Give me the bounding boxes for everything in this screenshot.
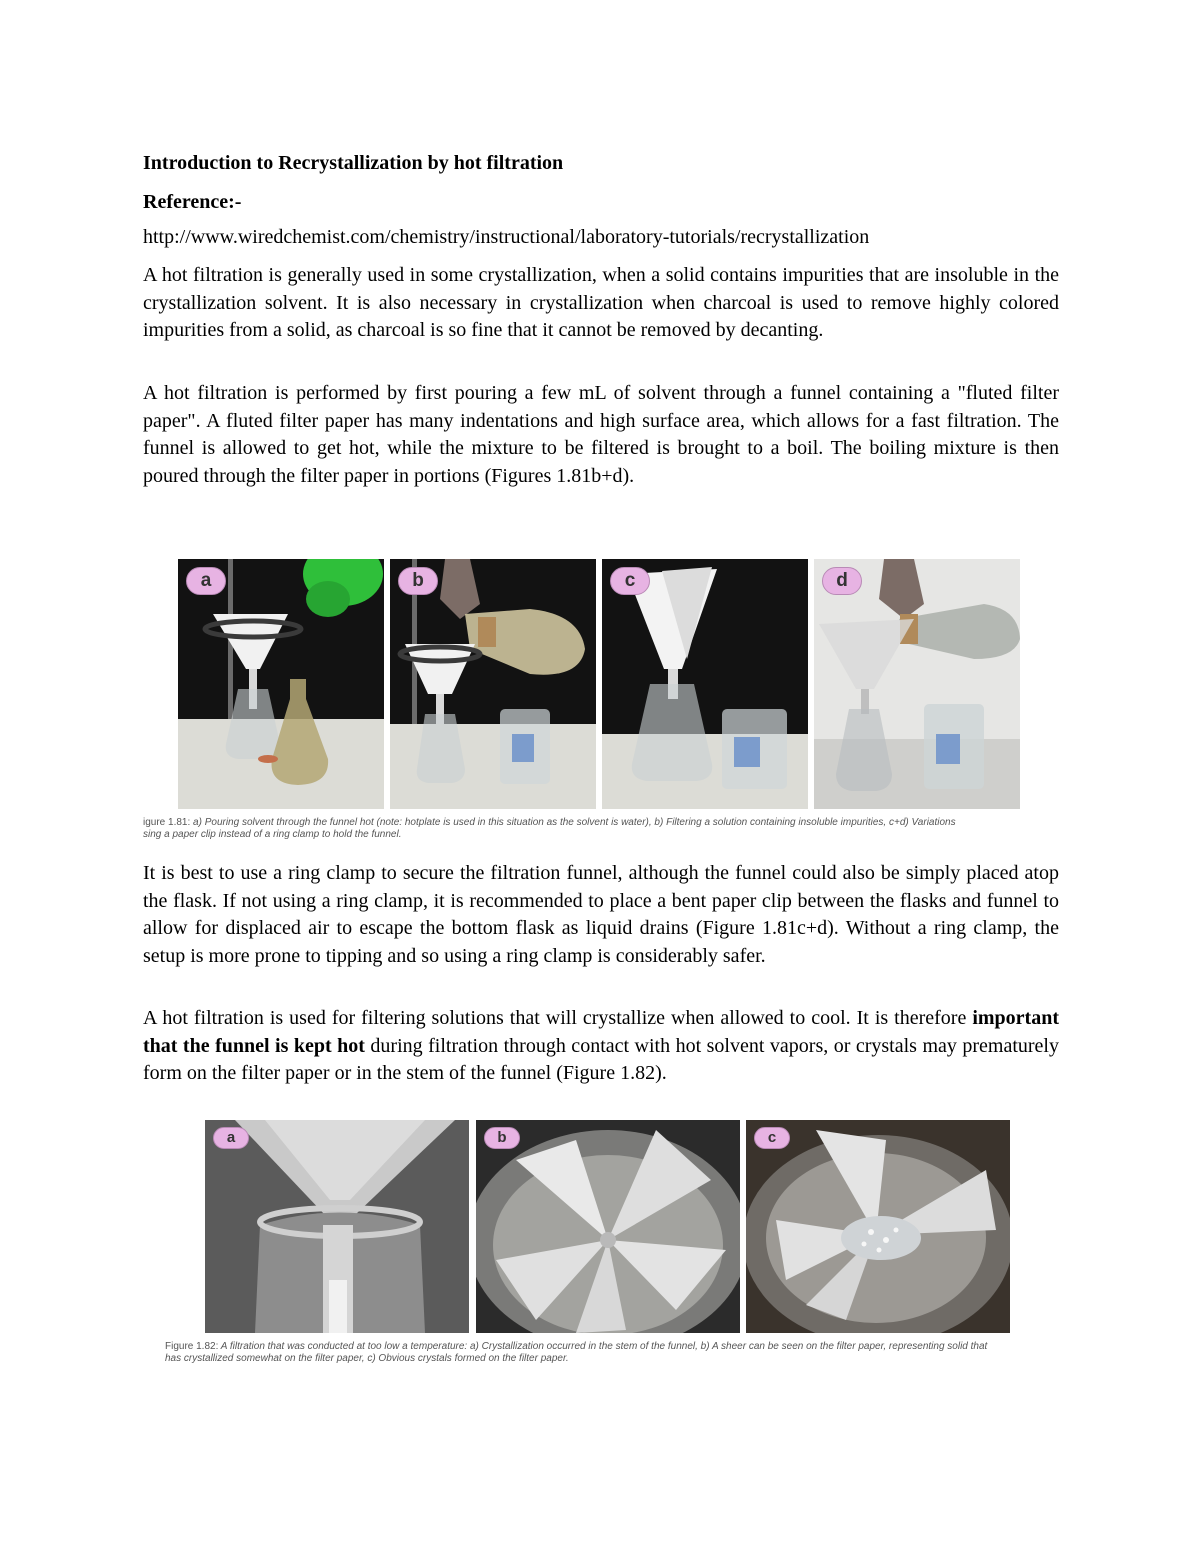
panel-label-d: d xyxy=(822,567,862,595)
figure-1-82 xyxy=(205,1120,1010,1333)
panel-label-82-c: c xyxy=(754,1127,790,1149)
figure-1-81-caption-lead: igure 1.81: xyxy=(143,817,191,828)
figure-1-81-caption-line-2: sing a paper clip instead of a ring clamp to hold the funnel. xyxy=(143,829,402,840)
figure-1-81-panel-d xyxy=(814,559,1020,809)
figure-1-81-panel-b xyxy=(390,559,596,809)
paragraph-keep-funnel-hot xyxy=(143,1005,1059,1088)
paragraph-4-bold-emphasis: important that the funnel is kept hot xyxy=(143,1007,1059,1057)
figure-1-82-panel-b xyxy=(476,1120,740,1333)
figure-1-81 xyxy=(178,559,1020,809)
paragraph-4-text-start: A hot filtration is used for filtering solutions that will crystallize when allowed to cool. It is therefore xyxy=(143,1007,973,1029)
figure-1-81-panel-c xyxy=(602,559,808,809)
panel-label-b: b xyxy=(398,567,438,595)
paragraph-hot-filtration-procedure: A hot filtration is performed by first pouring a few mL of solvent through a funnel containing a "fluted filter paper". A fluted filter paper has many indentations and high surface area, which allows for a fast filtration. The funnel is allowed to get hot, while the mixture to be filtered is brought to a boil. The boiling mixture is then poured through the filter paper in portions (Figures 1.81b+d). xyxy=(143,382,1059,487)
figure-1-82-caption-line-1: A filtration that was conducted at too low a temperature: a) Crystallization occurred in the stem of the funnel, b) A sheer can be seen on the filter paper, representing solid that xyxy=(218,1341,988,1352)
panel-label-a: a xyxy=(186,567,226,595)
figure-1-82-panel-a xyxy=(205,1120,469,1333)
figure-1-82-caption-line-2: has crystallized somewhat on the filter paper, c) Obvious crystals formed on the filter paper. xyxy=(165,1353,569,1364)
panel-label-82-a: a xyxy=(213,1127,249,1149)
document-title: Introduction to Recrystallization by hot filtration xyxy=(143,152,564,174)
panel-label-c: c xyxy=(610,567,650,595)
figure-1-82-panel-c xyxy=(746,1120,1010,1333)
figure-1-81-caption-line-1: a) Pouring solvent through the funnel hot (note: hotplate is used in this situation as the solvent is water), b) Filtering a solution containing insoluble impurities, c+d) Variations xyxy=(190,817,956,828)
panel-label-82-b: b xyxy=(484,1127,520,1149)
figure-1-82-caption xyxy=(165,1341,1055,1365)
paragraph-hot-filtration-intro: A hot filtration is generally used in some crystallization, when a solid contains impurities that are insoluble in the crystallization solvent. It is also necessary in crystallization when charcoal is used to remove highly colored impurities from a solid, as charcoal is so fine that it cannot be removed by decanting. xyxy=(143,264,1059,341)
figure-1-81-caption xyxy=(143,817,1063,841)
paragraph-ring-clamp: It is best to use a ring clamp to secure the filtration funnel, although the funnel could also be simply placed atop the flask. If not using a ring clamp, it is recommended to place a bent paper clip between the flasks and funnel to allow for displaced air to escape the bottom flask as liquid drains (Figure 1.81c+d). Without a ring clamp, the setup is more prone to tipping and so using a ring clamp is considerably safer. xyxy=(143,862,1059,967)
paragraph-4-text-end: during filtration through contact with hot solvent vapors, or crystals may prematurely form on the filter paper or in the stem of the funnel (Figure 1.82). xyxy=(143,1034,1059,1084)
reference-label: Reference:- xyxy=(143,191,242,213)
reference-url[interactable]: http://www.wiredchemist.com/chemistry/instructional/laboratory-tutorials/recrystallization xyxy=(143,226,870,248)
figure-1-82-caption-lead: Figure 1.82: xyxy=(165,1341,219,1352)
figure-1-81-panel-a xyxy=(178,559,384,809)
